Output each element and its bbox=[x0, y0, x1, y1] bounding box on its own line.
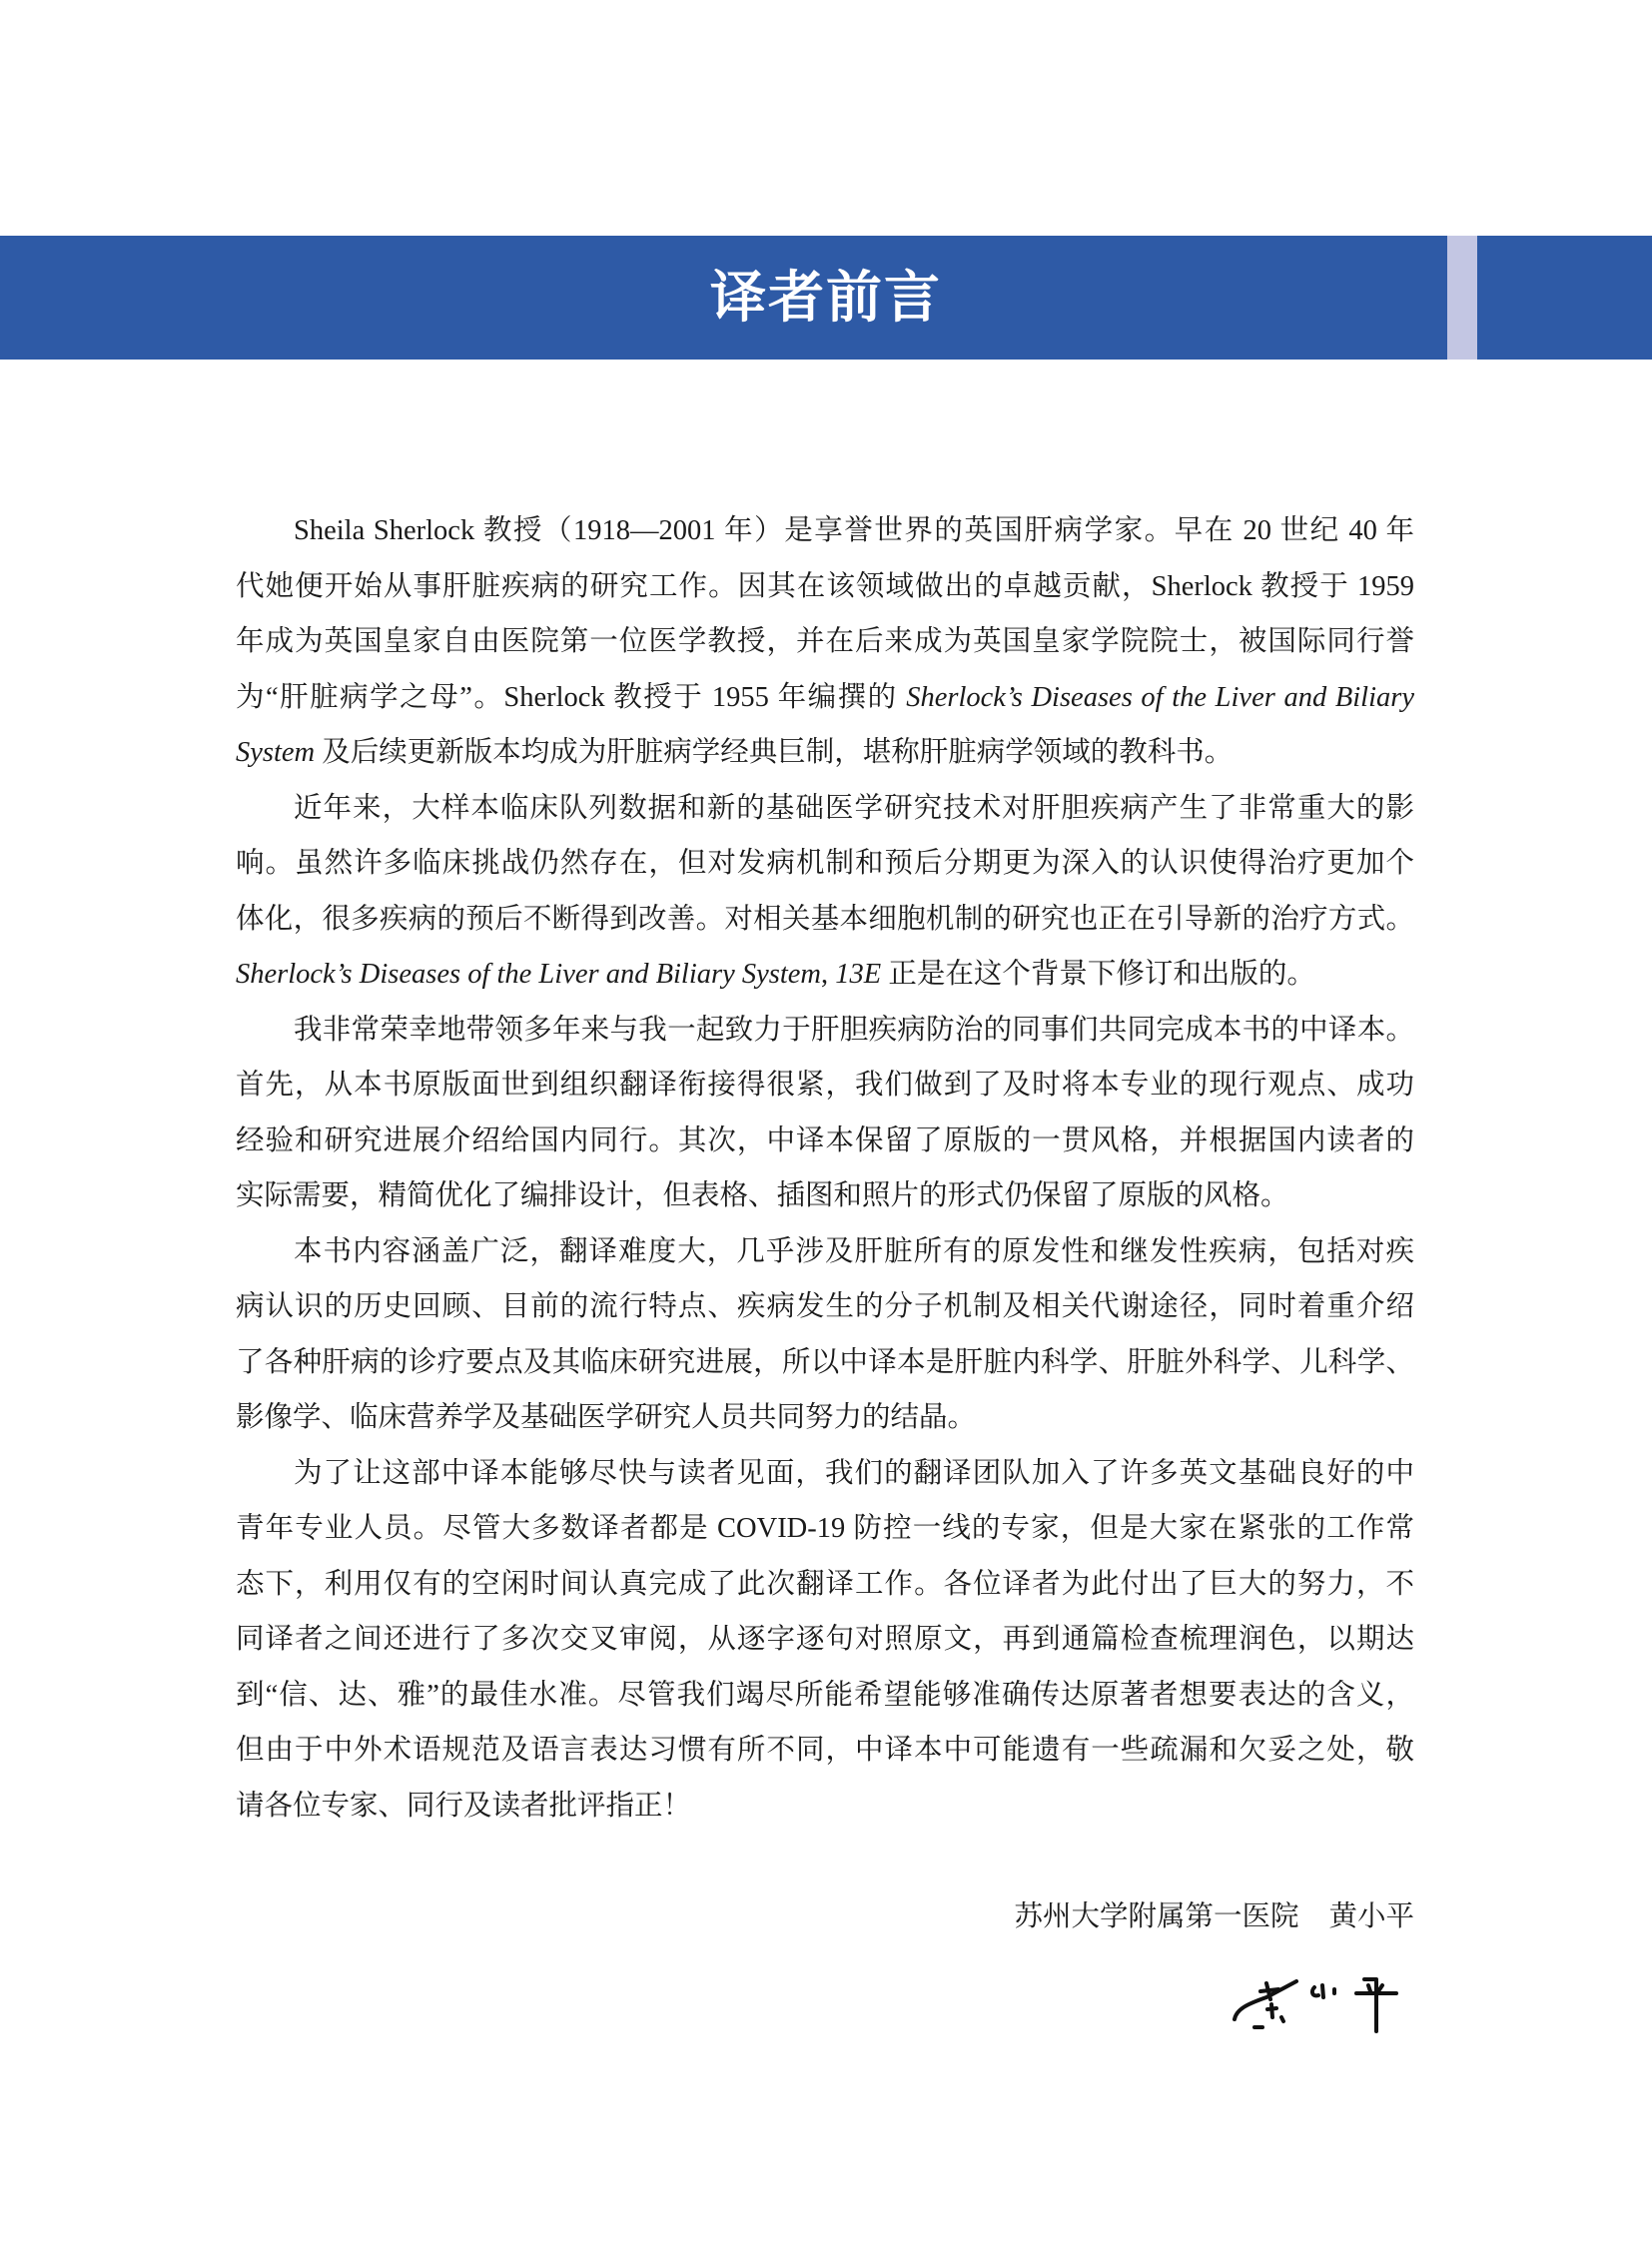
text-segment: 病认识的历史回顾、目前的流行特点、疾病发生的分子机制及相关代谢途径，同时着重介绍 bbox=[236, 1291, 1414, 1322]
text-segment: 年成为英国皇家自由医院第一位医学教授，并在后来成为英国皇家学院院士，被国际同行誉 bbox=[236, 626, 1414, 657]
text-line bbox=[236, 1058, 1414, 1114]
text-line bbox=[236, 1446, 1414, 1502]
italic-book-title: Sherlock’s Diseases of the Liver and Biliary bbox=[906, 681, 1414, 713]
text-segment: 本书内容涵盖广泛，翻译难度大，几乎涉及肝脏所有的原发性和继发性疾病，包括对疾 bbox=[294, 1235, 1414, 1267]
text-segment: 经验和研究进展介绍给国内同行。其次，中译本保留了原版的一贯风格，并根据国内读者的 bbox=[236, 1124, 1414, 1156]
text-line bbox=[236, 1224, 1414, 1280]
text-segment: 影像学、临床营养学及基础医学研究人员共同努力的结晶。 bbox=[236, 1402, 977, 1433]
text-segment: 体化，很多疾病的预后不断得到改善。对相关基本细胞机制的研究也正在引导新的治疗方式。 bbox=[236, 903, 1414, 935]
text-segment: , bbox=[821, 959, 836, 990]
text-line bbox=[236, 947, 1414, 1003]
text-segment: 实际需要，精简优化了编排设计，但表格、插图和照片的形式仍保留了原版的风格。 bbox=[236, 1180, 1289, 1211]
text-line bbox=[236, 1557, 1414, 1613]
text-line bbox=[236, 559, 1414, 615]
text-segment: 响。虽然许多临床挑战仍然存在，但对发病机制和预后分期更为深入的认识使得治疗更加个 bbox=[236, 848, 1414, 879]
text-line bbox=[236, 503, 1414, 559]
text-segment: 同译者之间还进行了多次交叉审阅，从逐字逐句对照原文，再到通篇检查梳理润色，以期达 bbox=[236, 1624, 1414, 1655]
text-line bbox=[236, 1279, 1414, 1335]
preface-body bbox=[236, 503, 1414, 1834]
text-line bbox=[236, 1335, 1414, 1391]
text-line bbox=[236, 1168, 1414, 1224]
italic-book-title: System bbox=[236, 737, 316, 768]
text-line bbox=[236, 725, 1414, 781]
handwritten-signature bbox=[1227, 1959, 1416, 2039]
text-line bbox=[236, 1390, 1414, 1446]
text-line bbox=[236, 1612, 1414, 1668]
text-segment: 及后续更新版本均成为肝脏病学经典巨制，堪称肝脏病学领域的教科书。 bbox=[315, 737, 1234, 768]
text-segment: Sheila Sherlock 教授（1918—2001 年）是享誉世界的英国肝病学家。早在 20 世纪 40 年 bbox=[294, 515, 1414, 546]
text-segment: 但由于中外术语规范及语言表达习惯有所不同，中译本中可能遗有一些疏漏和欠妥之处，敬 bbox=[236, 1735, 1414, 1766]
text-segment: 青年专业人员。尽管大多数译者都是 COVID-19 防控一线的专家，但是大家在紧张的工作常 bbox=[236, 1513, 1414, 1544]
text-line bbox=[236, 1668, 1414, 1724]
text-segment: 我非常荣幸地带领多年来与我一起致力于肝胆疾病防治的同事们共同完成本书的中译本。 bbox=[294, 1014, 1414, 1046]
text-line bbox=[236, 614, 1414, 670]
text-segment: 为了让这部中译本能够尽快与读者见面，我们的翻译团队加入了许多英文基础良好的中 bbox=[294, 1457, 1414, 1489]
text-segment: 到“信、达、雅”的最佳水准。尽管我们竭尽所能希望能够准确传达原著者想要表达的含义， bbox=[236, 1679, 1414, 1711]
text-segment: 代她便开始从事肝脏疾病的研究工作。因其在该领域做出的卓越贡献，Sherlock 教授于 1959 bbox=[236, 570, 1414, 602]
text-line bbox=[236, 1723, 1414, 1779]
signoff-name: 黄小平 bbox=[1328, 1901, 1414, 1932]
text-line bbox=[236, 1779, 1414, 1835]
text-segment: 态下，利用仅有的空闲时间认真完成了此次翻译工作。各位译者为此付出了巨大的努力，不 bbox=[236, 1568, 1414, 1600]
text-line bbox=[236, 670, 1414, 726]
text-line bbox=[236, 1114, 1414, 1169]
header-accent-stripe bbox=[1447, 236, 1477, 360]
text-line bbox=[236, 1501, 1414, 1557]
page-title: 译者前言 bbox=[710, 265, 942, 331]
text-line bbox=[236, 781, 1414, 837]
italic-book-title: Sherlock’s Diseases of the Liver and Biliary System bbox=[236, 959, 822, 990]
text-line bbox=[236, 892, 1414, 948]
italic-book-title: 13E bbox=[835, 959, 882, 990]
text-segment: 首先，从本书原版面世到组织翻译衔接得很紧，我们做到了及时将本专业的现行观点、成功 bbox=[236, 1070, 1414, 1101]
signoff bbox=[1014, 1889, 1414, 1945]
signoff-affiliation: 苏州大学附属第一医院 bbox=[1014, 1901, 1299, 1932]
text-segment: 请各位专家、同行及读者批评指正！ bbox=[236, 1790, 692, 1822]
text-segment: 正是在这个背景下修订和出版的。 bbox=[881, 959, 1315, 990]
text-segment: 为“肝脏病学之母”。Sherlock 教授于 1955 年编撰的 bbox=[236, 681, 907, 713]
text-line bbox=[236, 1003, 1414, 1059]
text-line bbox=[236, 836, 1414, 892]
header-band bbox=[0, 236, 1652, 360]
text-segment: 近年来，大样本临床队列数据和新的基础医学研究技术对肝胆疾病产生了非常重大的影 bbox=[294, 792, 1414, 824]
text-segment: 了各种肝病的诊疗要点及其临床研究进展，所以中译本是肝脏内科学、肝脏外科学、儿科学、 bbox=[236, 1346, 1414, 1378]
